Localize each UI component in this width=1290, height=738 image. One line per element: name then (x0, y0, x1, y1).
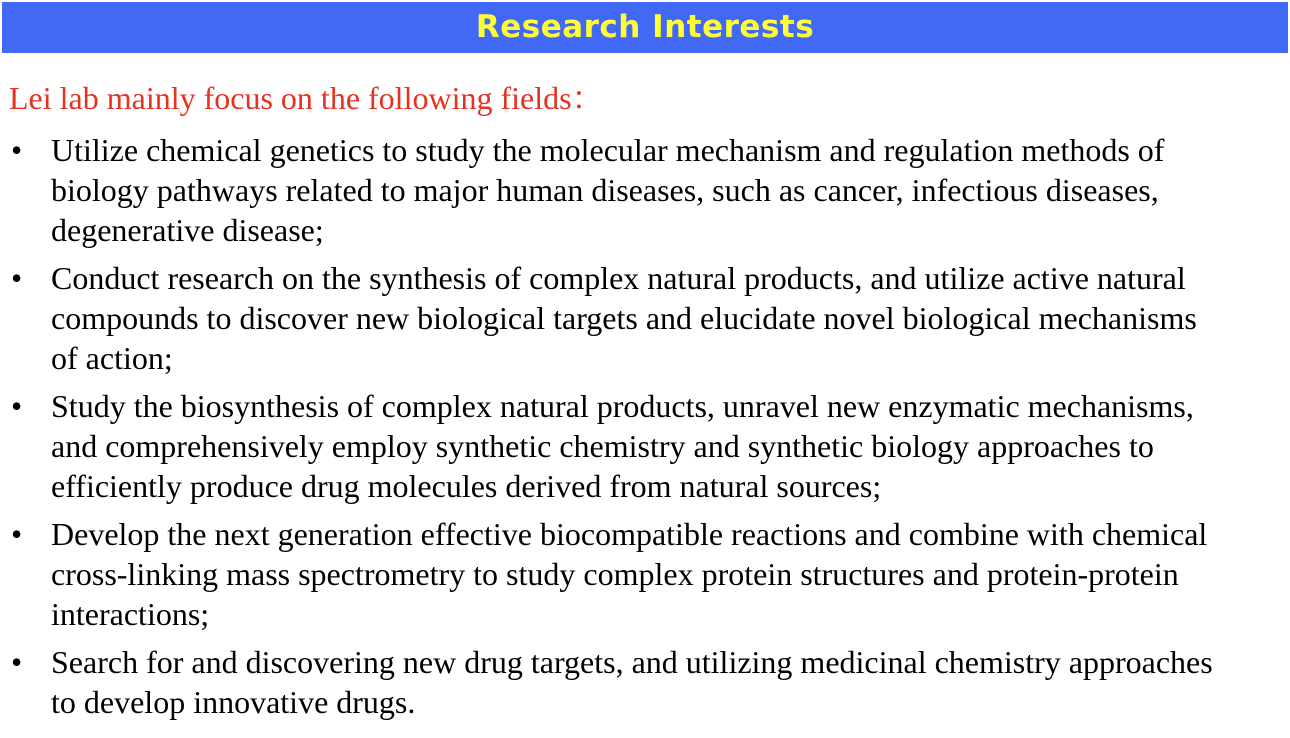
list-item (0, 386, 1290, 506)
list-item-line: to develop innovative drugs. (51, 684, 416, 720)
bullet-icon: • (11, 132, 23, 168)
list-item-line: interactions; (51, 596, 210, 632)
list-item-line: and comprehensively employ synthetic chemistry and synthetic biology approaches to (51, 428, 1154, 464)
bullet-icon: • (11, 516, 23, 552)
list-item-line: Conduct research on the synthesis of complex natural products, and utilize active natural (51, 260, 1186, 296)
bullet-icon: • (11, 388, 23, 424)
bullet-icon: • (11, 260, 23, 296)
intro-text: Lei lab mainly focus on the following fields： (9, 80, 604, 116)
list-item-line: biology pathways related to major human diseases, such as cancer, infectious diseases, (51, 172, 1159, 208)
list-item-line: Develop the next generation effective biocompatible reactions and combine with chemical (51, 516, 1208, 552)
list-item (0, 130, 1290, 250)
list-item-line: efficiently produce drug molecules derived from natural sources; (51, 468, 882, 504)
list-item-line: Utilize chemical genetics to study the molecular mechanism and regulation methods of (51, 132, 1165, 168)
list-item-line: Search for and discovering new drug targets, and utilizing medicinal chemistry approaches (51, 644, 1213, 680)
list-item-line: of action; (51, 340, 173, 376)
research-interests-list (0, 130, 1290, 730)
list-item (0, 514, 1290, 634)
list-item-line: degenerative disease; (51, 212, 324, 248)
list-item-line: Study the biosynthesis of complex natural products, unravel new enzymatic mechanisms, (51, 388, 1194, 424)
list-item-line: compounds to discover new biological targets and elucidate novel biological mechanisms (51, 300, 1197, 336)
list-item-line: cross-linking mass spectrometry to study complex protein structures and protein-protein (51, 556, 1179, 592)
list-item (0, 258, 1290, 378)
bullet-icon: • (11, 644, 23, 680)
header-bar (2, 2, 1288, 53)
page-title: Research Interests (475, 9, 815, 45)
list-item (0, 642, 1290, 722)
